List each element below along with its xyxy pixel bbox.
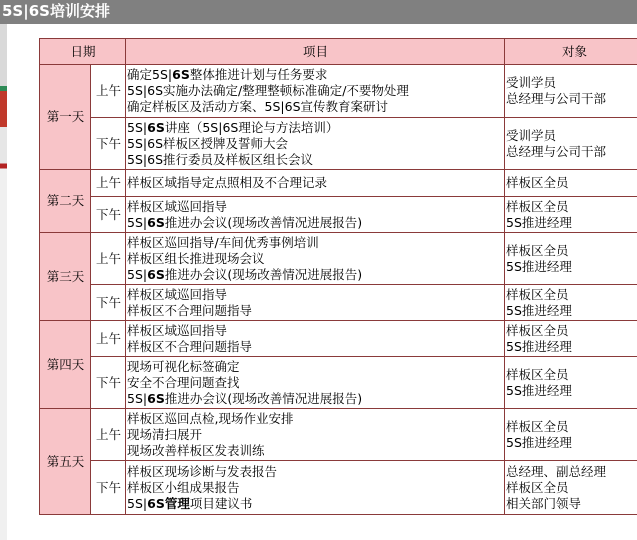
item-line: 现场改善样板区发表训练 [127,442,265,458]
target-line: 5S推进经理 [506,214,572,230]
item-line: 样板区域巡回指导 [127,286,228,302]
item-line: 样板区域指导定点照相及不合理记录 [127,175,328,190]
session-targets [505,461,637,515]
day-label: 第五天 [40,409,91,515]
target-line: 样板区全员 [506,175,569,190]
item-line: 安全不合理问题查找 [127,374,240,390]
session-period: 下午 [91,461,126,515]
item-line: 样板区现场诊断与发表报告 [127,463,278,479]
session-items [126,409,505,461]
session-items [126,118,505,170]
session-period: 上午 [91,233,126,285]
item-line: 确定样板区及活动方案、5S|6S宣传教育案研讨 [127,99,389,114]
item-line: 样板区域巡回指导 [127,198,228,214]
session-targets [505,170,637,197]
session-period: 上午 [91,65,126,118]
item-line: 现场清扫展开 [127,426,203,442]
target-line: 样板区全员 [506,242,569,258]
session-targets [505,357,637,409]
target-line: 样板区全员 [506,286,569,302]
session-items [126,233,505,285]
session-targets [505,409,637,461]
session-targets [505,233,637,285]
item-line: 样板区不合理问题指导 [127,302,253,318]
target-line: 样板区全员 [506,198,569,214]
header-item: 项目 [126,39,505,65]
item-line: 5S|6S样板区授牌及誓师大会 [127,135,289,151]
session-period: 下午 [91,197,126,233]
target-line: 5S推进经理 [506,258,572,274]
table-row [40,65,637,118]
table-row [40,409,637,461]
target-line: 样板区全员 [506,366,569,382]
session-items [126,197,505,233]
target-line: 相关部门领导 [506,495,582,511]
page-title: 5S|6S培训安排 [0,0,637,24]
session-items [126,170,505,197]
target-line: 样板区全员 [506,418,569,434]
target-line: 5S推进经理 [506,434,572,450]
table-row [40,461,637,515]
day-label: 第二天 [40,170,91,233]
header-target: 对象 [505,39,637,65]
session-items [126,321,505,357]
session-targets [505,321,637,357]
item-line: 样板区不合理问题指导 [127,338,253,354]
schedule-body [40,65,637,515]
table-row [40,170,637,197]
header-row [40,39,637,65]
table-row [40,197,637,233]
item-line: 样板区巡回点检,现场作业安排 [127,410,294,426]
session-items [126,461,505,515]
session-targets [505,65,637,118]
target-line: 5S推进经理 [506,382,572,398]
item-line: 样板区组长推进现场会议 [127,250,265,266]
target-line: 总经理、副总经理 [506,463,607,479]
table-row [40,357,637,409]
day-label: 第三天 [40,233,91,321]
item-line: 5S|6S讲座（5S|6S理论与方法培训） [127,119,339,135]
schedule-table [39,38,637,515]
item-line: 样板区巡回指导/车间优秀事例培训 [127,234,319,250]
item-line: 样板区小组成果报告 [127,479,240,495]
target-line: 样板区全员 [506,479,569,495]
left-decoration-strip [0,24,7,540]
table-row [40,233,637,285]
item-line: 5S|6S推进办会议(现场改善情况进展报告) [127,390,363,406]
target-line: 受训学员 [506,75,557,90]
header-date: 日期 [40,39,126,65]
session-items [126,357,505,409]
session-period: 下午 [91,357,126,409]
session-targets [505,118,637,170]
session-period: 下午 [91,118,126,170]
target-line: 5S推进经理 [506,302,572,318]
session-targets [505,285,637,321]
item-line: 确定5S|6S整体推进计划与任务要求 [127,67,328,82]
item-line: 5S|6S推行委员及样板区组长会议 [127,151,314,167]
target-line: 样板区全员 [506,322,569,338]
item-line: 5S|6S管理项目建议书 [127,495,253,511]
day-label: 第四天 [40,321,91,409]
session-period: 上午 [91,409,126,461]
session-items [126,285,505,321]
session-targets [505,197,637,233]
item-line: 5S|6S实施办法确定/整理整顿标准确定/不要物处理 [127,83,409,98]
target-line: 总经理与公司干部 [506,143,607,159]
item-line: 5S|6S推进办会议(现场改善情况进展报告) [127,214,363,230]
target-line: 5S推进经理 [506,338,572,354]
session-items [126,65,505,118]
session-period: 上午 [91,170,126,197]
table-row [40,321,637,357]
target-line: 受训学员 [506,127,557,143]
target-line: 总经理与公司干部 [506,91,607,106]
table-row [40,285,637,321]
table-row [40,118,637,170]
session-period: 上午 [91,321,126,357]
item-line: 现场可视化标签确定 [127,358,240,374]
item-line: 5S|6S推进办会议(现场改善情况进展报告) [127,266,363,282]
session-period: 下午 [91,285,126,321]
day-label: 第一天 [40,65,91,170]
item-line: 样板区域巡回指导 [127,322,228,338]
